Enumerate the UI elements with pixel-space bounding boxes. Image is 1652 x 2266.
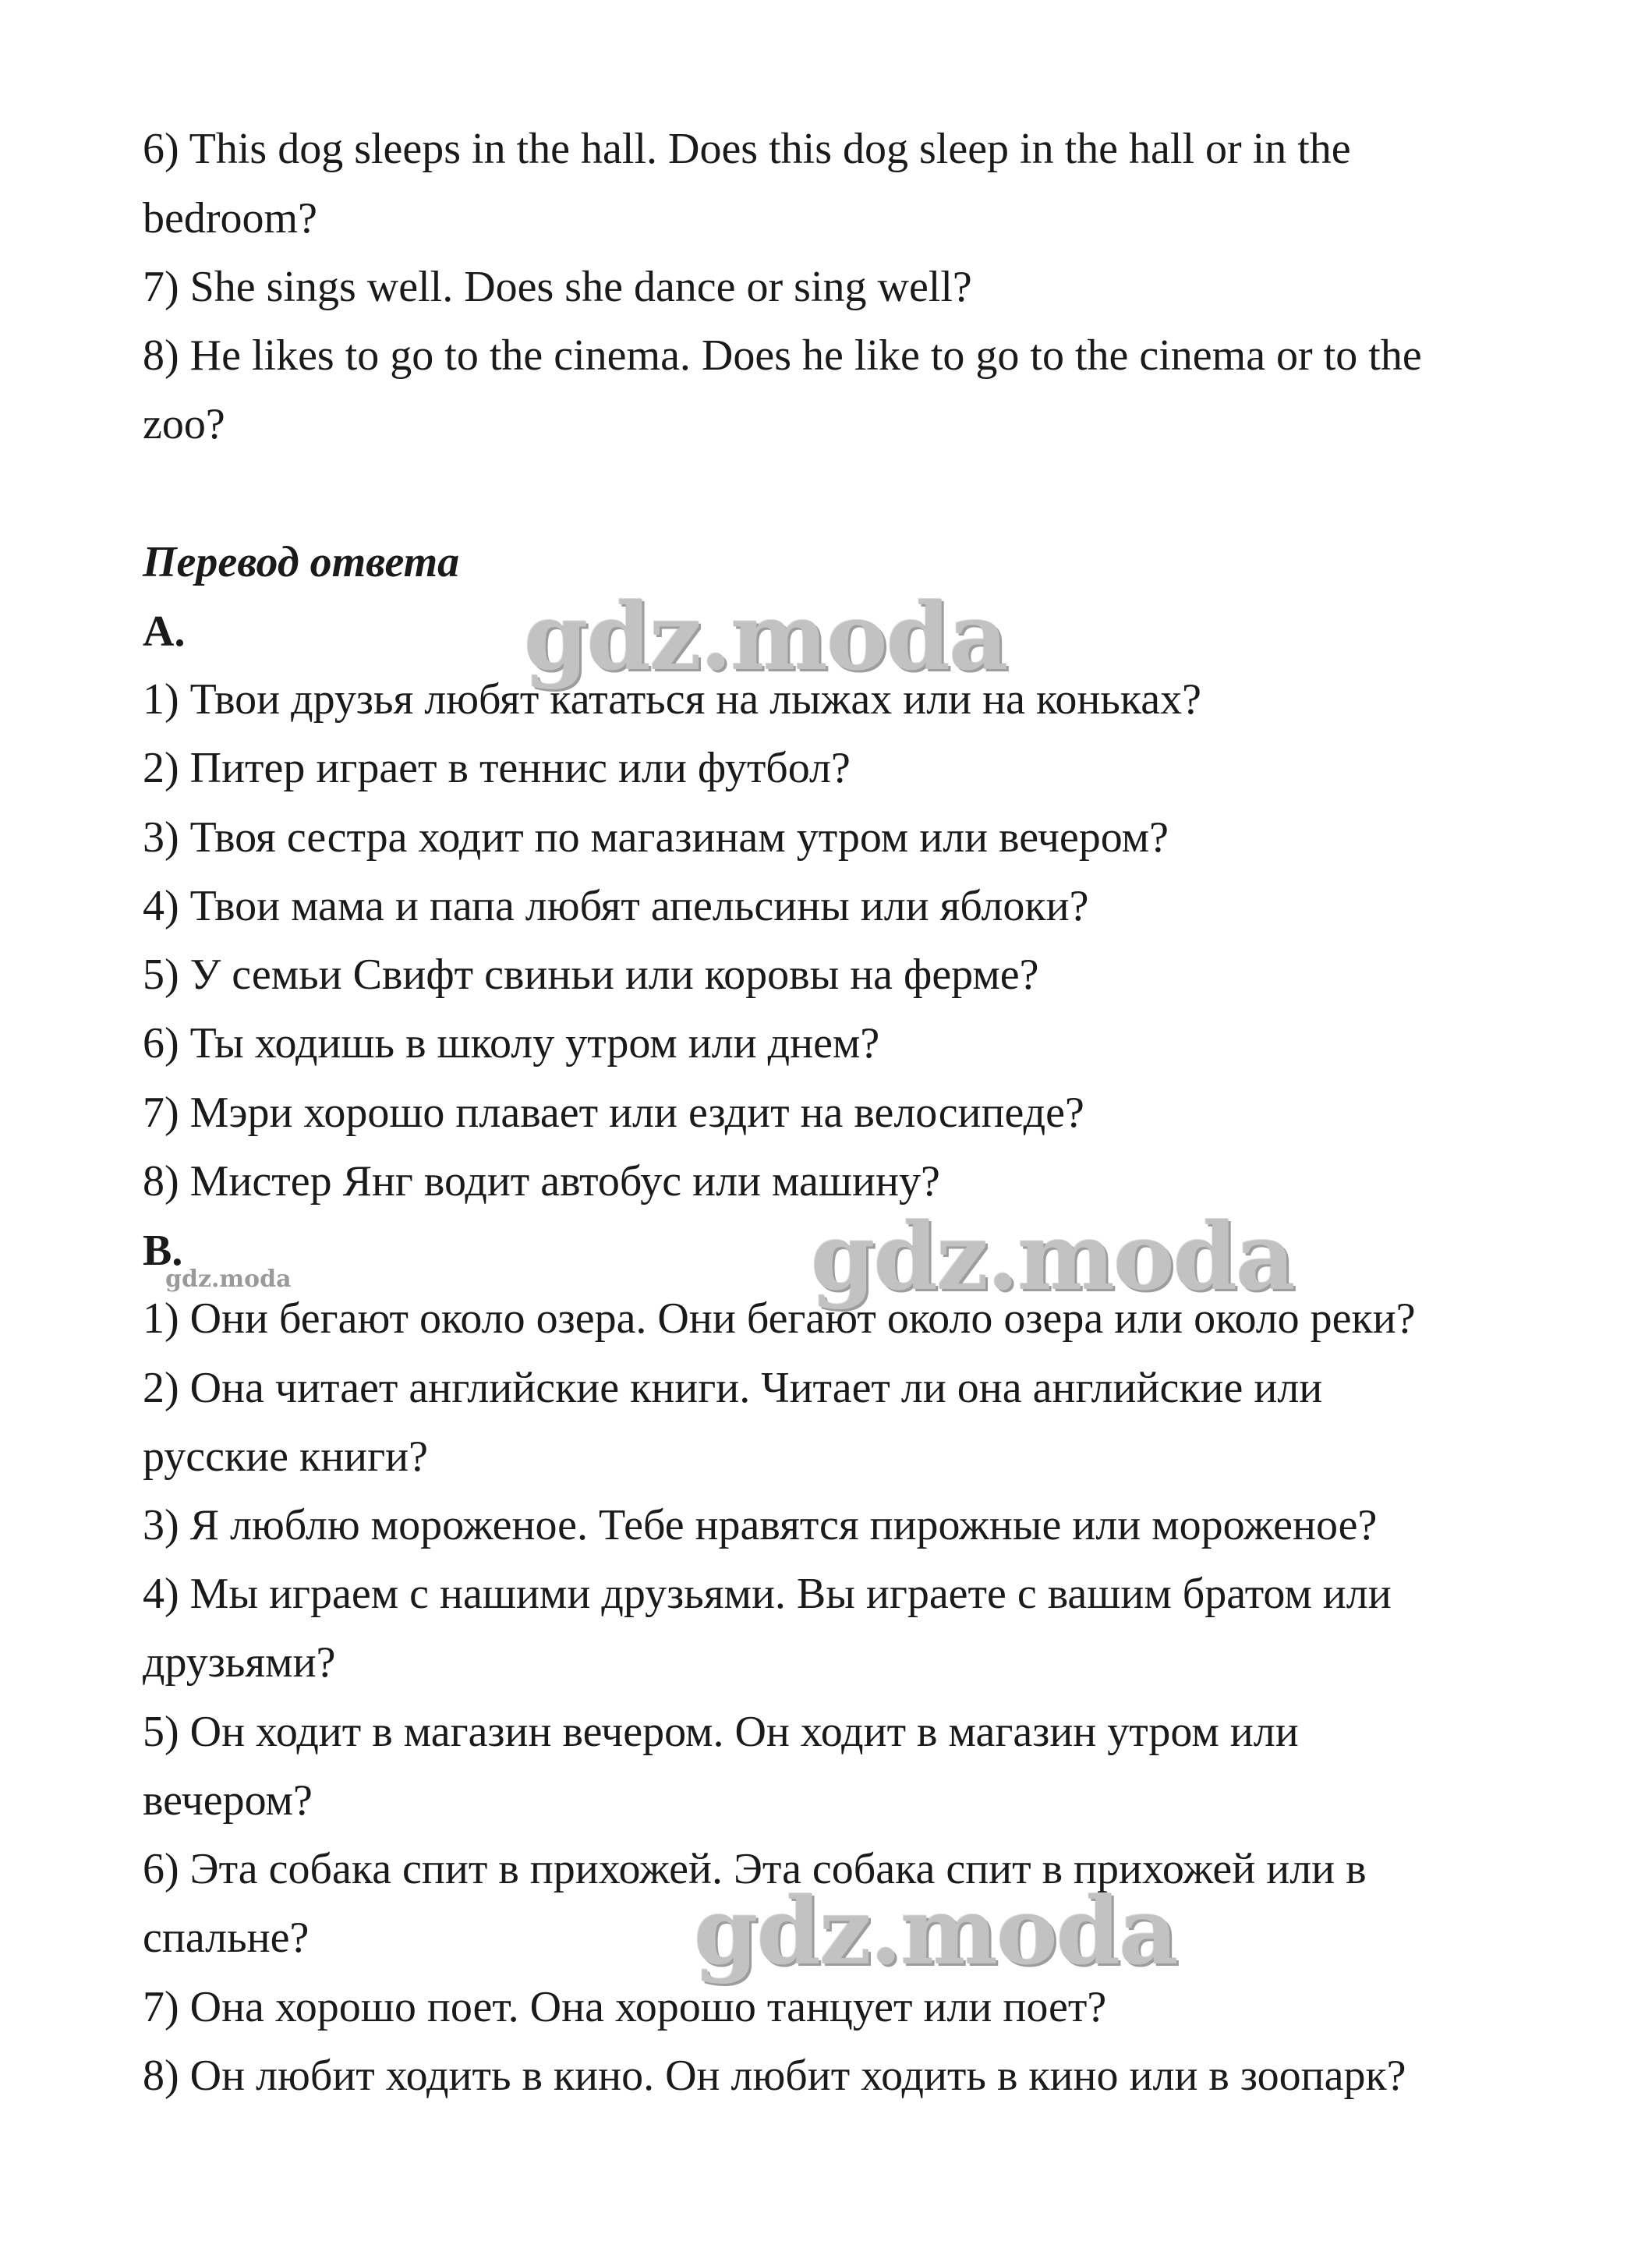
section-a-line: 5) У семьи Свифт свиньи или коровы на ферме? (143, 951, 1039, 999)
section-b-line: друзьями? (143, 1638, 336, 1687)
section-b-line: вечером? (143, 1776, 313, 1825)
english-line: 8) He likes to go to the cinema. Does he like to go to the cinema or to the (143, 331, 1422, 380)
section-b-line: 1) Они бегают около озера. Они бегают около озера или около реки? (143, 1294, 1416, 1343)
english-line: bedroom? (143, 194, 317, 243)
section-b-line: русские книги? (143, 1432, 428, 1481)
section-a-line: 1) Твои друзья любят кататься на лыжах или на коньках? (143, 675, 1201, 724)
watermark-small-logo: gdz.moda (165, 1266, 292, 1293)
watermark-logo: gdz.moda (811, 1202, 1294, 1311)
section-a-label: A. (143, 607, 186, 656)
english-line: 7) She sings well. Does she dance or sing well? (143, 263, 972, 311)
section-a-line: 4) Твои мама и папа любят апельсины или яблоки? (143, 882, 1089, 930)
section-b-line: 8) Он любит ходить в кино. Он любит ходить в кино или в зоопарк? (143, 2052, 1406, 2100)
section-a-line: 6) Ты ходишь в школу утром или днем? (143, 1019, 880, 1067)
translation-heading: Перевод ответа (143, 538, 460, 586)
section-b-line: 3) Я люблю мороженое. Тебе нравятся пирожные или мороженое? (143, 1501, 1378, 1549)
section-a-line: 8) Мистер Янг водит автобус или машину? (143, 1157, 940, 1206)
section-b-line: 2) Она читает английские книги. Читает ли она английские или (143, 1364, 1323, 1412)
english-line: zoo? (143, 400, 225, 448)
watermark-logo: gdz.moda (524, 582, 1007, 691)
section-b-line: 7) Она хорошо поет. Она хорошо танцует или поет? (143, 1983, 1107, 2031)
watermark-logo: gdz.moda (694, 1877, 1177, 1985)
english-line: 6) This dog sleeps in the hall. Does this dog sleep in the hall or in the (143, 125, 1351, 173)
section-b-line: 5) Он ходит в магазин вечером. Он ходит в магазин утром или (143, 1708, 1299, 1756)
section-b-label: B. (143, 1227, 183, 1275)
section-b-line: 4) Мы играем с нашими друзьями. Вы играете с вашим братом или (143, 1570, 1392, 1618)
section-b-line: 6) Эта собака спит в прихожей. Эта собака спит в прихожей или в (143, 1845, 1367, 1893)
section-a-line: 2) Питер играет в теннис или футбол? (143, 744, 851, 792)
section-b-line: спальне? (143, 1914, 310, 1962)
section-a-line: 3) Твоя сестра ходит по магазинам утром или вечером? (143, 813, 1169, 862)
section-a-line: 7) Мэри хорошо плавает или ездит на велосипеде? (143, 1089, 1084, 1137)
